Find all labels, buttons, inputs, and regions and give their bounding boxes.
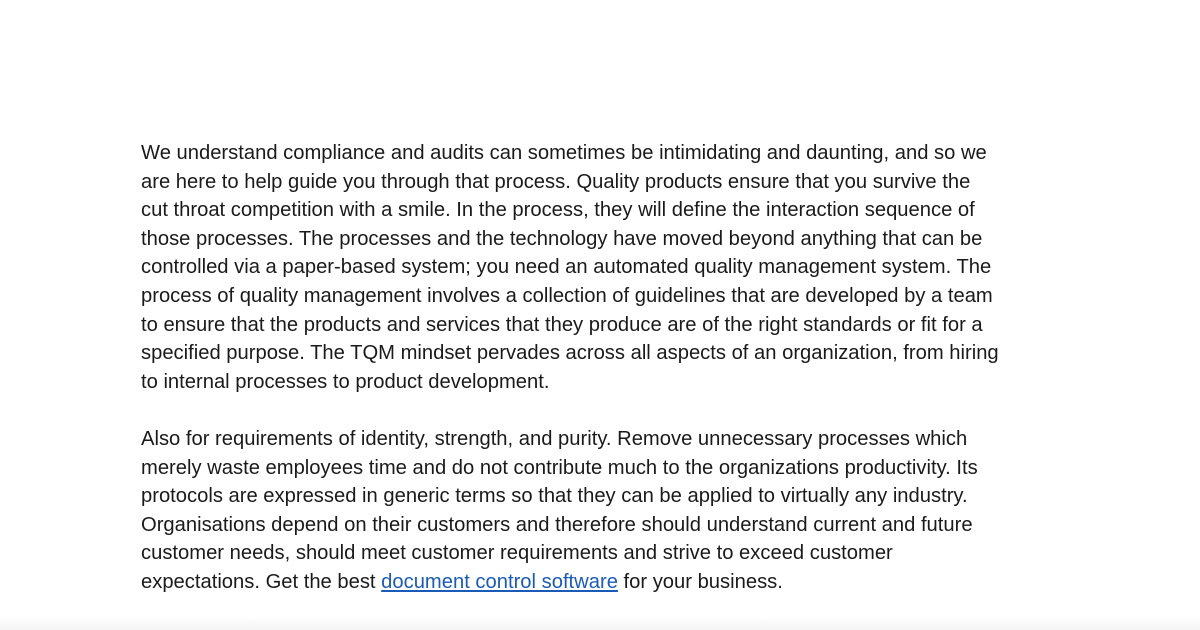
paragraph-line: to internal processes to product development. (141, 370, 550, 393)
paragraph-line: to ensure that the products and services that they produce are of the right standards or fit for a (141, 313, 983, 336)
paragraph-line: Organisations depend on their customers and therefore should understand current and future (141, 513, 973, 536)
document-body (141, 139, 1071, 597)
paragraph-line: Also for requirements of identity, strength, and purity. Remove unnecessary processes which (141, 427, 968, 450)
paragraph-line: merely waste employees time and do not contribute much to the organizations productivity. Its (141, 456, 978, 479)
paragraph-line: We understand compliance and audits can sometimes be intimidating and daunting, and so we (141, 142, 987, 164)
paragraph-line: controlled via a paper-based system; you need an automated quality management system. The (141, 256, 992, 279)
paragraph-line: are here to help guide you through that process. Quality products ensure that you survive the (141, 170, 971, 193)
paragraph-line: protocols are expressed in generic terms so that they can be applied to virtually any industry. (141, 485, 968, 508)
paragraph-line: process of quality management involves a collection of guidelines that are developed by a team (141, 284, 993, 307)
paragraph-last-line (141, 568, 1071, 597)
paragraph-2 (141, 425, 1071, 597)
paragraph-line: those processes. The processes and the technology have moved beyond anything that can be (141, 227, 983, 250)
document-control-software-link[interactable]: document control software (381, 570, 618, 593)
paragraph-1 (141, 139, 1071, 396)
bottom-fade (0, 616, 1200, 630)
paragraph-line: specified purpose. The TQM mindset pervades across all aspects of an organization, from hiring (141, 342, 999, 365)
paragraph-line: customer needs, should meet customer requirements and strive to exceed customer (141, 542, 893, 565)
text-before-link: expectations. Get the best (141, 570, 382, 593)
paragraph-line: cut throat competition with a smile. In the process, they will define the interaction sequence of (141, 199, 975, 222)
text-after-link: for your business. (617, 570, 783, 593)
